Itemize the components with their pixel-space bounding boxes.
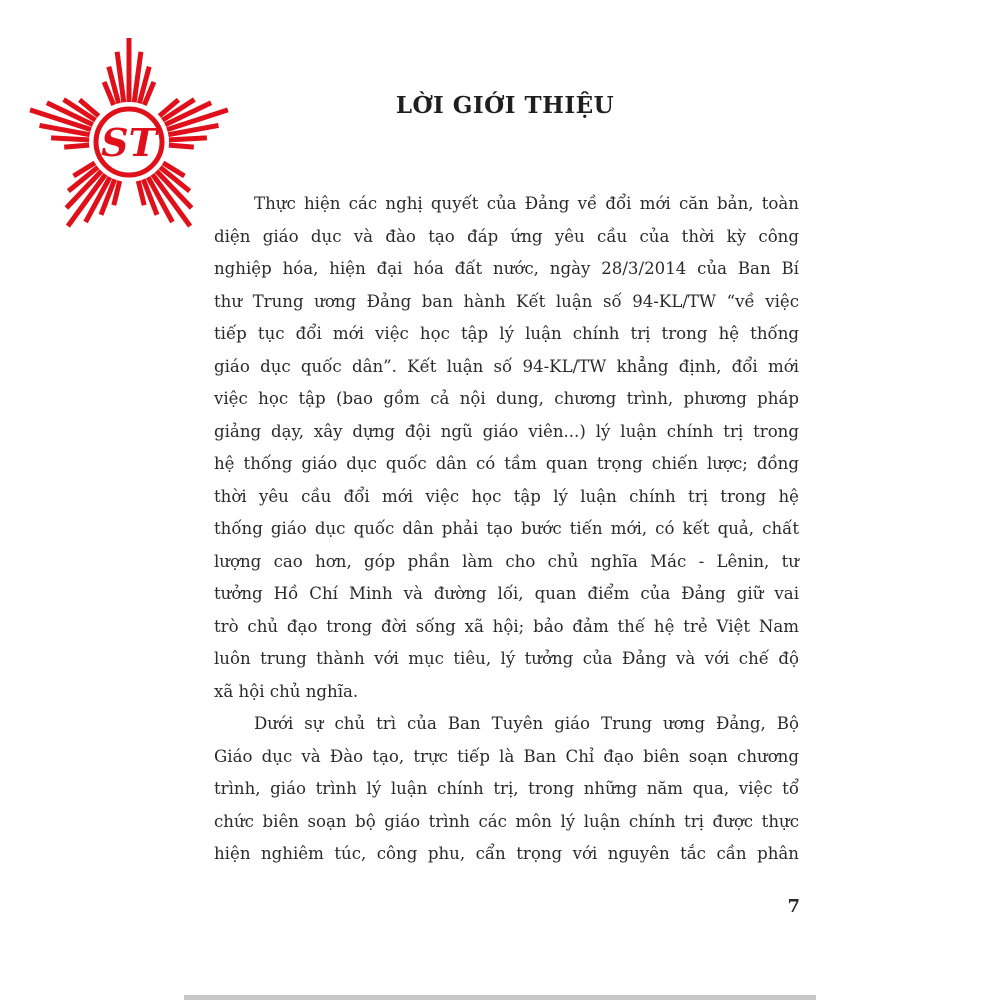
publisher-logo bbox=[18, 25, 240, 247]
bottom-divider bbox=[184, 995, 816, 1000]
text-line: trò chủ đạo trong đời sống xã hội; bảo đảm thế hệ trẻ Việt Nam bbox=[214, 616, 799, 636]
text-line: hiện nghiêm túc, công phu, cẩn trọng với nguyên tắc cần phân bbox=[214, 844, 799, 863]
text-line: giảng dạy, xây dựng đội ngũ giáo viên...) lý luận chính trị trong bbox=[214, 421, 799, 441]
svg-text:ST: ST bbox=[101, 120, 157, 165]
text-line: thống giáo dục quốc dân phải tạo bước tiến mới, có kết quả, chất bbox=[214, 519, 799, 538]
text-line: Dưới sự chủ trì của Ban Tuyên giáo Trung ương Đảng, Bộ bbox=[254, 714, 799, 733]
text-line: diện giáo dục và đào tạo đáp ứng yêu cầu của thời kỳ công bbox=[214, 226, 799, 246]
page-number: 7 bbox=[787, 896, 800, 917]
logo-ray bbox=[51, 138, 89, 140]
body-text bbox=[214, 188, 799, 871]
logo-ray bbox=[64, 145, 89, 147]
text-line: chức biên soạn bộ giáo trình các môn lý luận chính trị được thực bbox=[214, 811, 799, 831]
text-line: việc học tập (bao gồm cả nội dung, chương trình, phương pháp bbox=[214, 389, 799, 408]
text-line: tưởng Hồ Chí Minh và đường lối, quan điểm của Đảng giữ vai bbox=[214, 584, 799, 603]
paragraph-2 bbox=[214, 708, 799, 871]
text-line: nghiệp hóa, hiện đại hóa đất nước, ngày 28/3/2014 của Ban Bí bbox=[214, 259, 799, 278]
text-line: luôn trung thành với mục tiêu, lý tưởng của Đảng và với chế độ bbox=[214, 649, 799, 668]
paragraph-1 bbox=[214, 188, 799, 708]
text-line: thư Trung ương Đảng ban hành Kết luận số 94-KL/TW “về việc bbox=[214, 291, 799, 311]
logo-ray bbox=[169, 145, 194, 147]
text-line: Giáo dục và Đào tạo, trực tiếp là Ban Chỉ đạo biên soạn chương bbox=[214, 746, 799, 766]
logo-ray bbox=[169, 138, 207, 140]
text-line: giáo dục quốc dân”. Kết luận số 94-KL/TW khẳng định, đổi mới bbox=[214, 356, 799, 376]
text-line: xã hội chủ nghĩa. bbox=[214, 681, 359, 701]
text-line: trình, giáo trình lý luận chính trị, trong những năm qua, việc tổ bbox=[214, 779, 799, 798]
text-line: Thực hiện các nghị quyết của Đảng về đổi mới căn bản, toàn bbox=[254, 194, 799, 213]
text-line: hệ thống giáo dục quốc dân có tầm quan trọng chiến lược; đồng bbox=[214, 454, 799, 473]
star-logo-icon bbox=[18, 25, 240, 247]
text-line: lượng cao hơn, góp phần làm cho chủ nghĩa Mác - Lênin, tư bbox=[214, 551, 799, 571]
page-title: LỜI GIỚI THIỆU bbox=[395, 92, 615, 119]
text-line: tiếp tục đổi mới việc học tập lý luận chính trị trong hệ thống bbox=[214, 324, 799, 343]
text-line: thời yêu cầu đổi mới việc học tập lý luận chính trị trong hệ bbox=[214, 486, 799, 506]
